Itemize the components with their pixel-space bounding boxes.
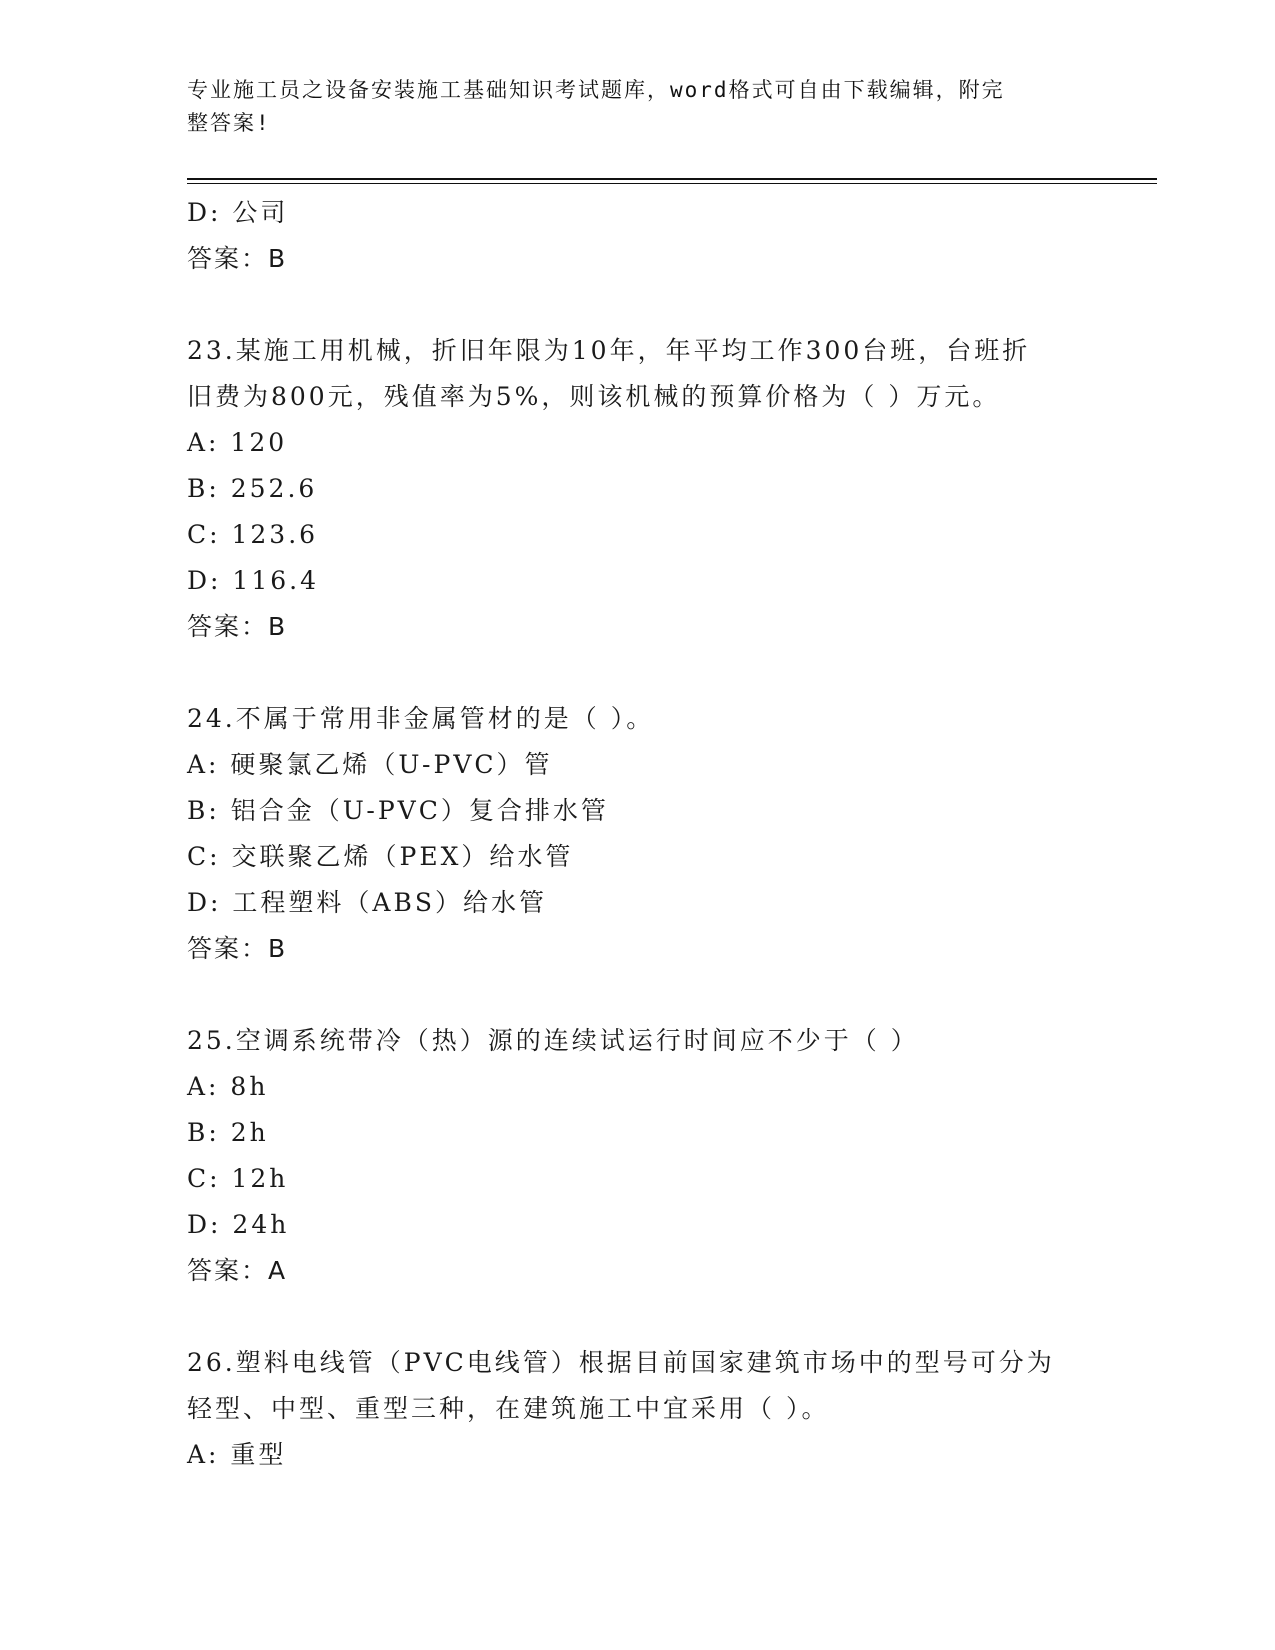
option-c: C: 交联聚乙烯（PEX）给水管 <box>187 842 574 871</box>
page-header <box>187 74 1067 140</box>
question-text: 24.不属于常用非金属管材的是（ ）。 <box>187 704 655 733</box>
option-d: D: 工程塑料（ABS）给水管 <box>187 888 547 917</box>
question-block-22-tail <box>187 190 1067 282</box>
answer-line: 答案：B <box>187 934 288 963</box>
option-b: B: 2h <box>187 1118 269 1147</box>
header-line-1: 专业施工员之设备安装施工基础知识考试题库，word格式可自由下载编辑，附完 <box>187 78 1005 102</box>
header-rule-thick <box>187 178 1157 180</box>
document-body <box>187 190 1067 1478</box>
question-block-24 <box>187 696 1067 972</box>
question-block-26 <box>187 1340 1067 1478</box>
question-text-continued: 轻型、中型、重型三种，在建筑施工中宜采用（ ）。 <box>187 1394 830 1423</box>
question-text: 25.空调系统带冷（热）源的连续试运行时间应不少于（ ） <box>187 1026 919 1055</box>
option-a: A: 120 <box>187 428 288 457</box>
header-line-2: 整答案! <box>187 111 271 135</box>
option-c: C: 123.6 <box>187 520 319 549</box>
question-text: 26.塑料电线管（PVC电线管）根据目前国家建筑市场中的型号可分为 <box>187 1348 1055 1377</box>
option-b: B: 铝合金（U-PVC）复合排水管 <box>187 796 609 825</box>
option-a: A: 8h <box>187 1072 269 1101</box>
option-a: A: 重型 <box>187 1440 287 1469</box>
option-a: A: 硬聚氯乙烯（U-PVC）管 <box>187 750 553 779</box>
option-d: D: 公司 <box>187 198 289 227</box>
answer-line: 答案：B <box>187 244 288 273</box>
header-rule-thin <box>187 183 1157 184</box>
answer-line: 答案：B <box>187 612 288 641</box>
option-d: D: 116.4 <box>187 566 319 595</box>
option-c: C: 12h <box>187 1164 289 1193</box>
option-b: B: 252.6 <box>187 474 318 503</box>
block-spacer <box>187 282 1067 328</box>
block-spacer <box>187 1294 1067 1340</box>
question-text-continued: 旧费为800元，残值率为5%，则该机械的预算价格为（ ）万元。 <box>187 382 1001 411</box>
block-spacer <box>187 650 1067 696</box>
option-d: D: 24h <box>187 1210 290 1239</box>
block-spacer <box>187 972 1067 1018</box>
question-text: 23.某施工用机械，折旧年限为10年，年平均工作300台班，台班折 <box>187 336 1031 365</box>
question-block-23 <box>187 328 1067 650</box>
answer-line: 答案：A <box>187 1256 288 1285</box>
question-block-25 <box>187 1018 1067 1294</box>
